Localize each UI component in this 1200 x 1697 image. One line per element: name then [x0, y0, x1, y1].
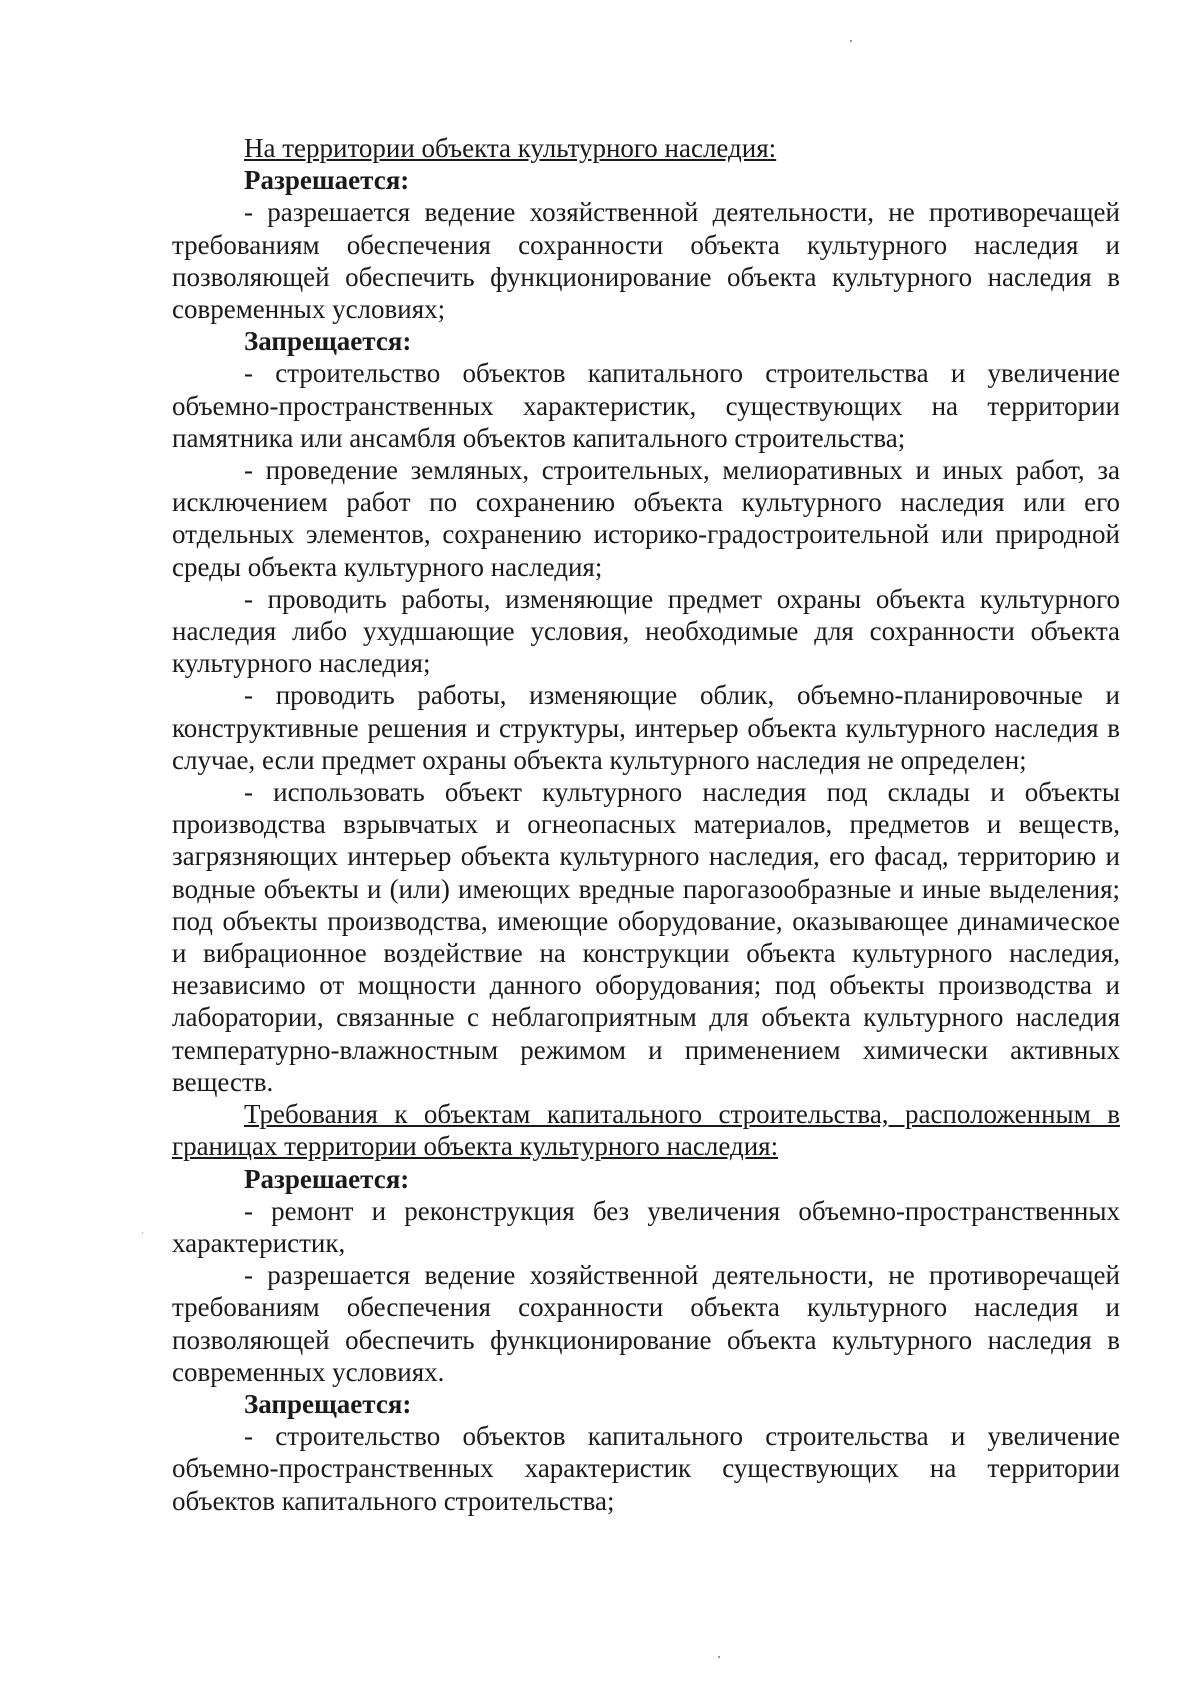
forbidden-item: - использовать объект культурного наследия под склады и объекты производства взрывчатых и огнеопасных материалов, предметов и веществ, загрязняющих интерьер объекта культурного наследия, его фасад, территорию и водные объекты и (или) имеющих вредные парогазообразные и иные выделения; под объекты производства, имеющие оборудование, оказывающее динамическое и вибрационное воздействие на конструкции объекта культурного наследия, независимо от мощности данного оборудования; под объекты производства и лаборатории, связанные с неблагоприятным для объекта культурного наследия температурно-влажностным режимом и применением химически активных веществ.: [172, 777, 1120, 1097]
allowed-label: Разрешается:: [244, 1163, 410, 1194]
forbidden-item: - строительство объектов капитального строительства и увеличение объемно-пространственных характеристик, существующих на территории памятника или ансамбля объектов капитального строительства;: [172, 358, 1120, 453]
allowed-item: - разрешается ведение хозяйственной деятельности, не противоречащей требованиям обеспечения сохранности объекта культурного наследия и позволяющей обеспечить функционирование объекта культурного наследия в современных условиях.: [172, 1260, 1120, 1387]
forbidden-label: Запрещается:: [244, 1388, 412, 1419]
allowed-item: - ремонт и реконструкция без увеличения объемно-пространственных характеристик,: [172, 1195, 1120, 1258]
scan-speck: [718, 1656, 720, 1658]
document-page: [172, 132, 1120, 1517]
section-capital-construction: [172, 1098, 1120, 1517]
section-heading: На территории объекта культурного наследия:: [244, 133, 777, 163]
forbidden-item: - проводить работы, изменяющие предмет охраны объекта культурного наследия либо ухудшающие условия, необходимые для сохранности объекта культурного наследия;: [172, 583, 1120, 679]
forbidden-item: - проведение земляных, строительных, мелиоративных и иных работ, за исключением работ по сохранению объекта культурного наследия или его отдельных элементов, сохранению историко-градостроительной или природной среды объекта культурного наследия;: [172, 455, 1120, 582]
allowed-label: Разрешается:: [244, 165, 410, 196]
section-heading: Требования к объектам капитального строительства, расположенным в границах территории объекта культурного наследия:: [172, 1099, 1120, 1162]
scan-speck: [850, 40, 852, 42]
section-territory: [172, 132, 1120, 1098]
allowed-item: - разрешается ведение хозяйственной деятельности, не противоречащей требованиям обеспечения сохранности объекта культурного наследия и позволяющей обеспечить функционирование объекта культурного наследия в современных условиях;: [172, 197, 1120, 325]
forbidden-label: Запрещается:: [244, 326, 412, 357]
forbidden-item: - проводить работы, изменяющие облик, объемно-планировочные и конструктивные решения и структуры, интерьер объекта культурного наследия в случае, если предмет охраны объекта культурного наследия не определен;: [172, 680, 1120, 775]
scan-speck: [142, 1232, 143, 1233]
forbidden-item: - строительство объектов капитального строительства и увеличение объемно-пространственных характеристик существующих на территории объектов капитального строительства;: [172, 1421, 1120, 1516]
